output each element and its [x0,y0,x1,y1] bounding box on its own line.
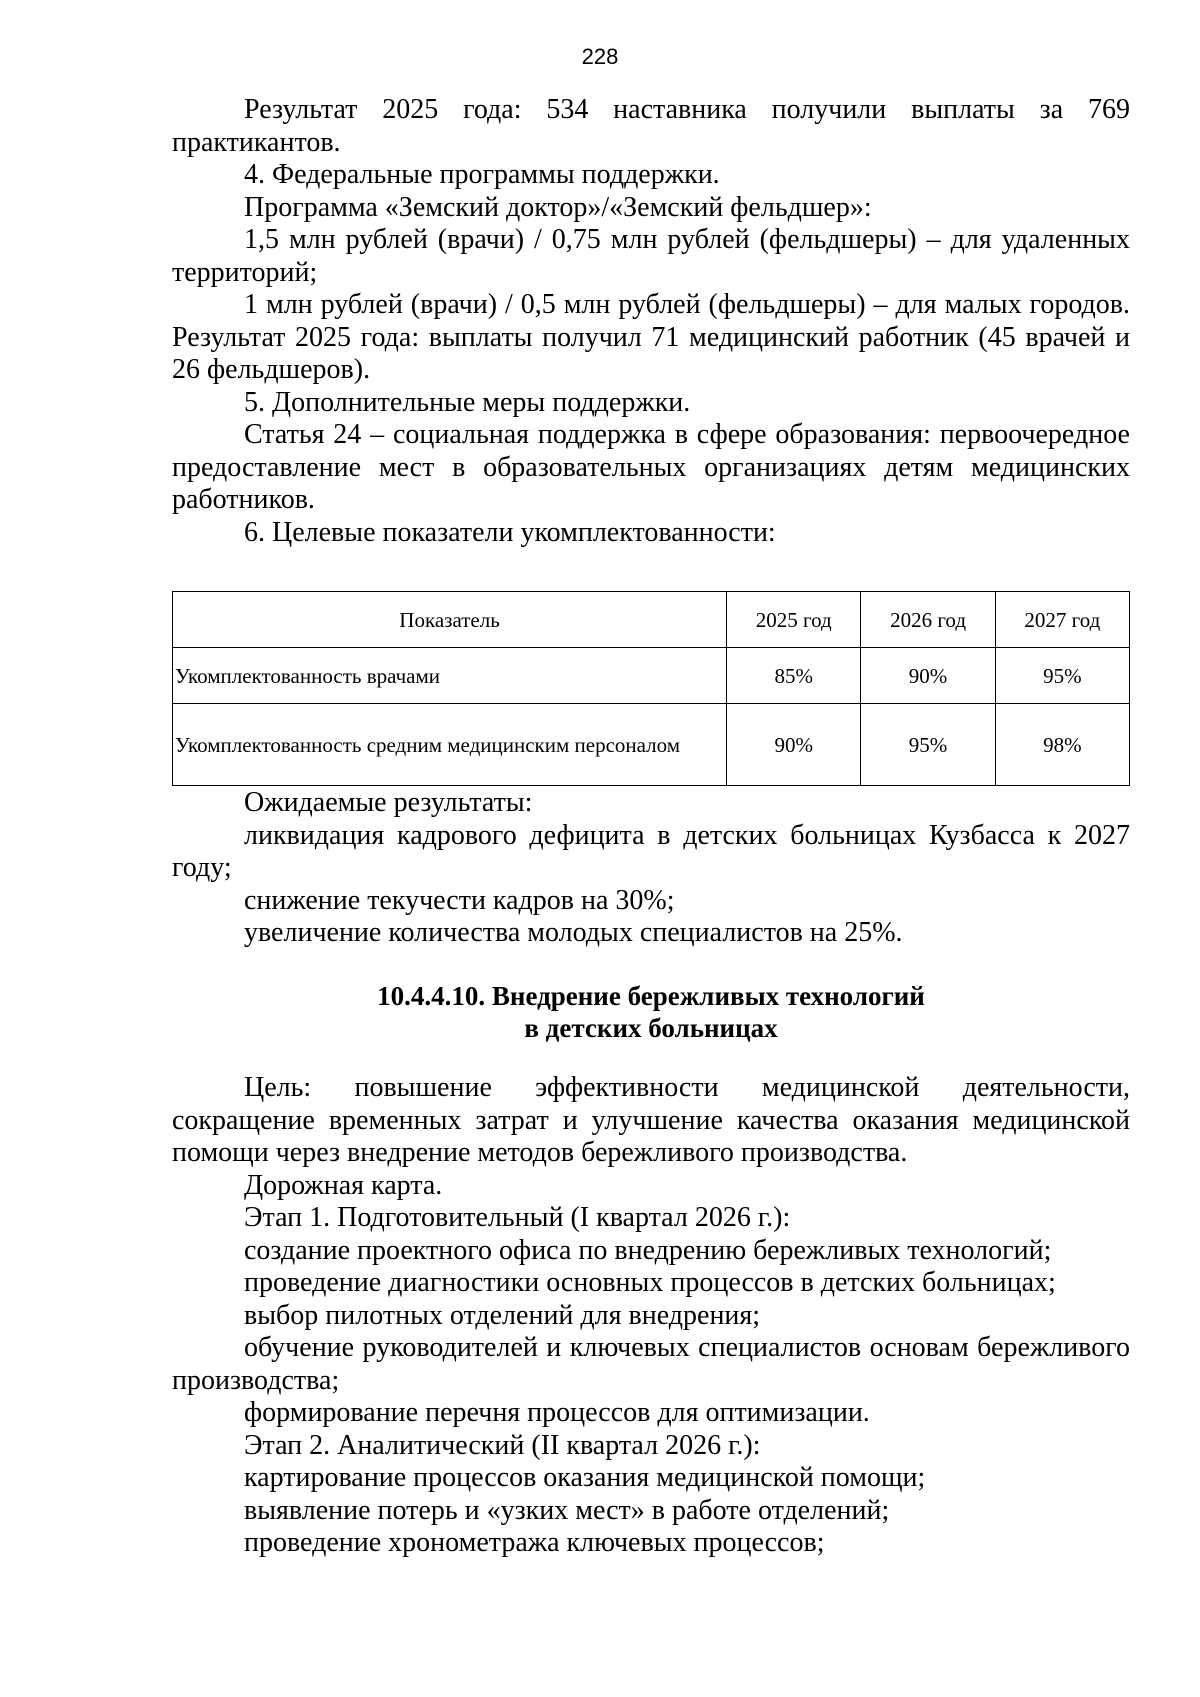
paragraph-deficit-elimination: ликвидация кадрового дефицита в детских больницах Кузбасса к 2027 году; [172,819,1130,883]
column-header-2025: 2025 год [727,592,861,648]
paragraph-expected-results: Ожидаемые результаты: [244,787,533,818]
paragraph-mentor-result: Результат 2025 года: 534 наставника получили выплаты за 769 практикантов. [172,94,1130,158]
value-2026: 90% [861,648,995,704]
value-2027: 98% [995,704,1129,786]
paragraph-goal: Цель: повышение эффективности медицинской деятельности, сокращение временных затрат и улучшение качества оказания медицинской помощи через внедрение методов бережливого производства. [172,1072,1130,1168]
paragraph-target-indicators: 6. Целевые показатели укомплектованности: [244,516,776,548]
table-row [173,648,1130,704]
column-header-2027: 2027 год [995,592,1129,648]
paragraph-turnover-reduction: снижение текучести кадров на 30%; [244,884,675,916]
section-heading [172,980,1130,1044]
paragraph-stage-1: Этап 1. Подготовительный (I квартал 2026 г.): [244,1202,791,1233]
column-header-indicator: Показатель [173,592,727,648]
list-item: картирование процессов оказания медицинской помощи; [244,1462,926,1493]
paragraph-young-specialists: увеличение количества молодых специалистов на 25%. [244,917,903,948]
paragraph-stage-2: Этап 2. Аналитический (II квартал 2026 г.): [244,1429,761,1461]
paragraph-additional-measures: 5. Дополнительные меры поддержки. [244,386,691,418]
staffing-indicators-table [172,591,1130,786]
paragraph-zemsky-program: Программа «Земский доктор»/«Земский фельдшер»: [244,191,872,223]
list-item: выбор пилотных отделений для внедрения; [244,1299,761,1331]
lean-section [172,1072,1130,1560]
list-item: проведение диагностики основных процессов в детских больницах; [244,1267,1056,1298]
indicator-name: Укомплектованность средним медицинским персоналом [173,704,727,786]
top-section [172,94,1130,549]
section-heading-line-1: 10.4.4.10. Внедрение бережливых технологий [377,981,925,1011]
section-heading-line-2: в детских больницах [524,1013,778,1043]
value-2025: 85% [727,648,861,704]
list-item: обучение руководителей и ключевых специалистов основам бережливого производства; [172,1332,1130,1396]
list-item: создание проектного офиса по внедрению бережливых технологий; [244,1234,1052,1266]
value-2026: 95% [861,704,995,786]
table-row [173,704,1130,786]
results-section [172,787,1130,950]
column-header-2026: 2026 год [861,592,995,648]
paragraph-article-24: Статья 24 – социальная поддержка в сфере образования: первоочередное предоставление мест в образовательных организациях детям медицинских работников. [172,419,1130,515]
paragraph-remote-payments: 1,5 млн рублей (врачи) / 0,75 млн рублей (фельдшеры) – для удаленных территорий; [172,224,1130,288]
list-item: формирование перечня процессов для оптимизации. [244,1397,870,1428]
page-number: 228 [581,44,619,69]
table-header-row [173,592,1130,648]
list-item: выявление потерь и «узких мест» в работе отделений; [244,1494,890,1526]
value-2027: 95% [995,648,1129,704]
paragraph-small-towns-payments: 1 млн рублей (врачи) / 0,5 млн рублей (фельдшеры) – для малых городов. Результат 2025 года: выплаты получил 71 медицинский работник (45 врачей и 26 фельдшеров). [172,289,1130,385]
value-2025: 90% [727,704,861,786]
indicator-name: Укомплектованность врачами [173,648,727,704]
paragraph-roadmap: Дорожная карта. [244,1169,443,1201]
list-item: проведение хронометража ключевых процессов; [244,1527,825,1558]
paragraph-federal-programs: 4. Федеральные программы поддержки. [244,159,720,190]
